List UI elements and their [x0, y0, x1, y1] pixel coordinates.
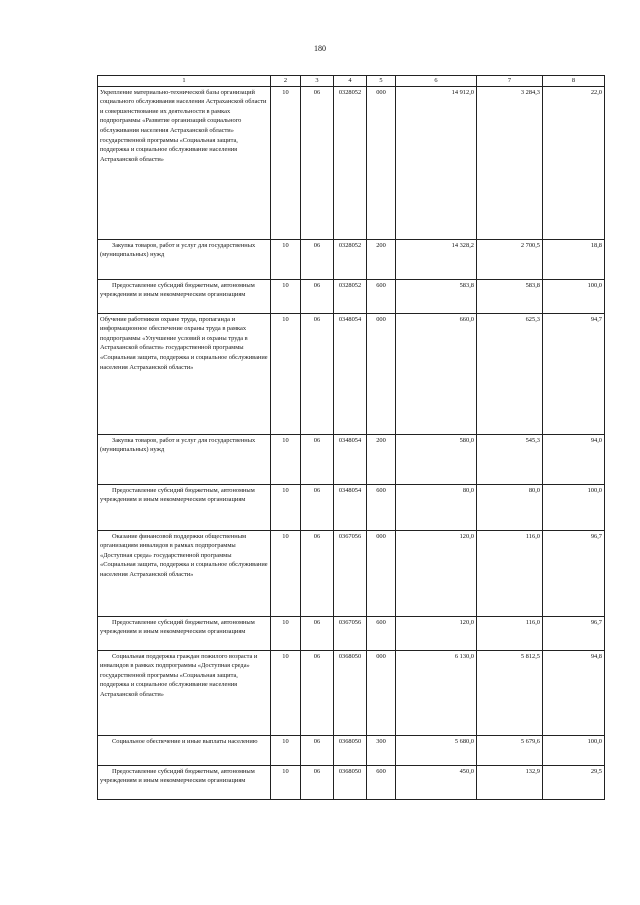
- budget-table: [97, 75, 605, 800]
- target-article-code: 0328052: [334, 239, 367, 279]
- table-row: [98, 530, 605, 616]
- target-article-code: 0348054: [334, 313, 367, 434]
- planned-amount: 80,0: [396, 484, 477, 530]
- section-code: 10: [271, 616, 301, 650]
- subsection-code: 06: [301, 616, 334, 650]
- subsection-code: 06: [301, 484, 334, 530]
- section-code: 10: [271, 484, 301, 530]
- execution-percent: 18,8: [543, 239, 605, 279]
- page-number: 180: [314, 44, 326, 53]
- subsection-code: 06: [301, 86, 334, 239]
- subsection-code: 06: [301, 239, 334, 279]
- target-article-code: 0368050: [334, 735, 367, 765]
- table-row: [98, 434, 605, 484]
- section-code: 10: [271, 239, 301, 279]
- column-header: 2: [271, 76, 301, 87]
- row-description: Социальное обеспечение и иные выплаты населению: [98, 735, 271, 765]
- target-article-code: 0367056: [334, 530, 367, 616]
- expense-type-code: 600: [367, 765, 396, 799]
- actual-amount: 2 700,5: [477, 239, 543, 279]
- row-description: Закупка товаров, работ и услуг для государственных (муниципальных) нужд: [98, 239, 271, 279]
- row-description: Предоставление субсидий бюджетным, автономным учреждениям и иным некоммерческим организациям: [98, 616, 271, 650]
- planned-amount: 5 680,0: [396, 735, 477, 765]
- expense-type-code: 200: [367, 434, 396, 484]
- execution-percent: 100,0: [543, 484, 605, 530]
- column-header: 4: [334, 76, 367, 87]
- execution-percent: 29,5: [543, 765, 605, 799]
- planned-amount: 14 912,0: [396, 86, 477, 239]
- subsection-code: 06: [301, 765, 334, 799]
- planned-amount: 120,0: [396, 530, 477, 616]
- expense-type-code: 000: [367, 530, 396, 616]
- table-row: [98, 313, 605, 434]
- target-article-code: 0328052: [334, 86, 367, 239]
- actual-amount: 5 812,5: [477, 650, 543, 735]
- subsection-code: 06: [301, 313, 334, 434]
- subsection-code: 06: [301, 530, 334, 616]
- section-code: 10: [271, 86, 301, 239]
- table-row: [98, 86, 605, 239]
- subsection-code: 06: [301, 650, 334, 735]
- row-description: Предоставление субсидий бюджетным, автономным учреждениям и иным некоммерческим организациям: [98, 279, 271, 313]
- table-row: [98, 239, 605, 279]
- expense-type-code: 000: [367, 650, 396, 735]
- column-header: 7: [477, 76, 543, 87]
- actual-amount: 3 284,3: [477, 86, 543, 239]
- subsection-code: 06: [301, 735, 334, 765]
- expense-type-code: 300: [367, 735, 396, 765]
- expense-type-code: 600: [367, 279, 396, 313]
- execution-percent: 96,7: [543, 616, 605, 650]
- planned-amount: 6 130,0: [396, 650, 477, 735]
- row-description: Укрепление материально-технической базы организаций социального обслуживания населения Астраханской области и совершенствование их деятельности в рамках подпрограммы «Развитие организаций социального обслуживания населения Астраханской области» государственной программы «Социальная защита, поддержка и социальное обслуживание населения Астраханской области»: [98, 86, 271, 239]
- column-header: 3: [301, 76, 334, 87]
- target-article-code: 0368050: [334, 650, 367, 735]
- section-code: 10: [271, 434, 301, 484]
- execution-percent: 100,0: [543, 279, 605, 313]
- actual-amount: 116,0: [477, 616, 543, 650]
- planned-amount: 583,8: [396, 279, 477, 313]
- row-description: Оказание финансовой поддержки общественным организациям инвалидов в рамках подпрограммы «Доступная среда» государственной программы «Социальная защита, поддержка и социальное обслуживание населения Астраханской области»: [98, 530, 271, 616]
- target-article-code: 0348054: [334, 434, 367, 484]
- section-code: 10: [271, 650, 301, 735]
- planned-amount: 450,0: [396, 765, 477, 799]
- execution-percent: 94,0: [543, 434, 605, 484]
- subsection-code: 06: [301, 434, 334, 484]
- row-description: Предоставление субсидий бюджетным, автономным учреждениям и иным некоммерческим организациям: [98, 484, 271, 530]
- column-header: 8: [543, 76, 605, 87]
- planned-amount: 120,0: [396, 616, 477, 650]
- section-code: 10: [271, 279, 301, 313]
- section-code: 10: [271, 313, 301, 434]
- target-article-code: 0367056: [334, 616, 367, 650]
- expense-type-code: 600: [367, 616, 396, 650]
- section-code: 10: [271, 735, 301, 765]
- planned-amount: 14 328,2: [396, 239, 477, 279]
- table-row: [98, 650, 605, 735]
- expense-type-code: 600: [367, 484, 396, 530]
- subsection-code: 06: [301, 279, 334, 313]
- target-article-code: 0348054: [334, 484, 367, 530]
- table-row: [98, 735, 605, 765]
- row-description: Закупка товаров, работ и услуг для государственных (муниципальных) нужд: [98, 434, 271, 484]
- expense-type-code: 000: [367, 86, 396, 239]
- actual-amount: 583,8: [477, 279, 543, 313]
- target-article-code: 0368050: [334, 765, 367, 799]
- actual-amount: 116,0: [477, 530, 543, 616]
- row-description: Предоставление субсидий бюджетным, автономным учреждениям и иным некоммерческим организациям: [98, 765, 271, 799]
- table-row: [98, 616, 605, 650]
- execution-percent: 100,0: [543, 735, 605, 765]
- planned-amount: 660,0: [396, 313, 477, 434]
- execution-percent: 22,0: [543, 86, 605, 239]
- section-code: 10: [271, 530, 301, 616]
- section-code: 10: [271, 765, 301, 799]
- table-row: [98, 765, 605, 799]
- column-header: 6: [396, 76, 477, 87]
- table-row: [98, 279, 605, 313]
- row-description: Обучение работников охране труда, пропаганда и информационное обеспечение охраны труда в рамках подпрограммы «Улучшение условий и охраны труда в Астраханской области» государственной программы «Социальная защита, поддержка и социальное обслуживание населения Астраханской области»: [98, 313, 271, 434]
- actual-amount: 80,0: [477, 484, 543, 530]
- execution-percent: 96,7: [543, 530, 605, 616]
- planned-amount: 580,0: [396, 434, 477, 484]
- execution-percent: 94,7: [543, 313, 605, 434]
- expense-type-code: 000: [367, 313, 396, 434]
- actual-amount: 545,3: [477, 434, 543, 484]
- actual-amount: 132,9: [477, 765, 543, 799]
- expense-type-code: 200: [367, 239, 396, 279]
- table-header-row: [98, 76, 605, 87]
- execution-percent: 94,8: [543, 650, 605, 735]
- column-header: 5: [367, 76, 396, 87]
- target-article-code: 0328052: [334, 279, 367, 313]
- table-row: [98, 484, 605, 530]
- row-description: Социальная поддержка граждан пожилого возраста и инвалидов в рамках подпрограммы «Доступная среда» государственной программы «Социальная защита, поддержка и социальное обслуживание населения Астраханской области»: [98, 650, 271, 735]
- actual-amount: 5 679,6: [477, 735, 543, 765]
- actual-amount: 625,3: [477, 313, 543, 434]
- column-header: 1: [98, 76, 271, 87]
